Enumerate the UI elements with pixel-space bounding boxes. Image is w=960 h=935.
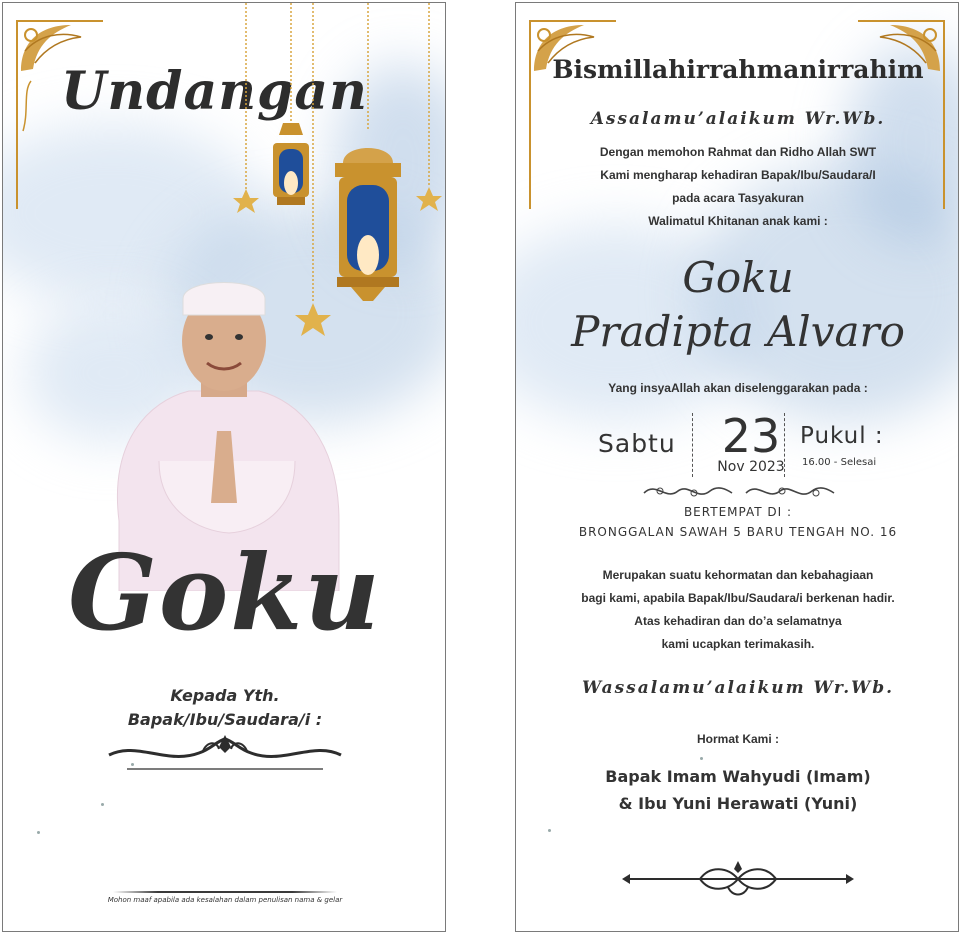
child-first-name: Goku	[682, 253, 794, 302]
closing-line: Atas kehadiran dan do’a selamatnya	[634, 614, 842, 628]
swirl-ornament-icon	[642, 481, 734, 503]
time-label: Pukul :	[800, 423, 884, 449]
parents-line: Bapak Imam Wahyudi (Imam)	[605, 767, 871, 786]
event-date-row	[516, 411, 959, 481]
bismillah-heading: Bismillahirrahmanirrahim	[552, 55, 924, 84]
event-intro: Yang insyaAllah akan diselenggarakan pada :	[608, 381, 868, 395]
event-month-year: Nov 2023	[717, 459, 785, 475]
decorative-dot	[548, 829, 551, 832]
footnote-text: Mohon maaf apabila ada kesalahan dalam penulisan nama & gelar	[107, 896, 343, 904]
intro-line: pada acara Tasyakuran	[672, 191, 804, 205]
opening-greeting: Assalamu’alaikum Wr.Wb.	[590, 109, 886, 129]
parents-line: & Ibu Yuni Herawati (Yuni)	[618, 794, 858, 813]
invitation-cover-card	[2, 2, 446, 932]
venue-address: BRONGGALAN SAWAH 5 BARU TENGAH NO. 16	[578, 525, 898, 539]
child-nickname-large: Goku	[68, 531, 382, 654]
closing-line: Merupakan suatu kehormatan dan kebahagiaan	[602, 568, 874, 582]
decorative-dot	[37, 831, 40, 834]
sign-label: Hormat Kami :	[696, 732, 779, 746]
closing-line: kami ucapkan terimakasih.	[661, 637, 815, 651]
swirl-ornament-icon	[744, 481, 836, 503]
flourish-divider-icon	[620, 857, 856, 901]
venue-label: BERTEMPAT DI :	[683, 505, 793, 519]
footnote-rule	[113, 891, 337, 893]
invitation-detail-card	[515, 2, 959, 932]
event-day: Sabtu	[598, 429, 676, 458]
decorative-dot	[700, 757, 703, 760]
intro-line: Kami mengharap kehadiran Bapak/Ibu/Saudara/I	[600, 168, 876, 182]
closing-greeting: Wassalamu’alaikum Wr.Wb.	[581, 678, 895, 698]
invitation-title: Undangan	[61, 61, 368, 122]
addressee-heading: Kepada Yth.	[170, 686, 280, 705]
addressee-placeholder: Bapak/Ibu/Saudara/i :	[127, 710, 323, 729]
event-date-number: 23	[721, 409, 781, 463]
intro-line: Walimatul Khitanan anak kami :	[648, 214, 828, 228]
closing-line: bagi kami, apabila Bapak/Ibu/Saudara/i berkenan hadir.	[581, 591, 895, 605]
decorative-dot	[131, 763, 134, 766]
decorative-dot	[101, 803, 104, 806]
date-separator	[784, 413, 785, 477]
date-separator	[692, 413, 693, 477]
flourish-divider-icon	[107, 731, 343, 773]
intro-line: Dengan memohon Rahmat dan Ridho Allah SWT	[599, 145, 877, 159]
child-full-name: Pradipta Alvaro	[571, 307, 905, 356]
time-value: 16.00 - Selesai	[802, 457, 877, 468]
